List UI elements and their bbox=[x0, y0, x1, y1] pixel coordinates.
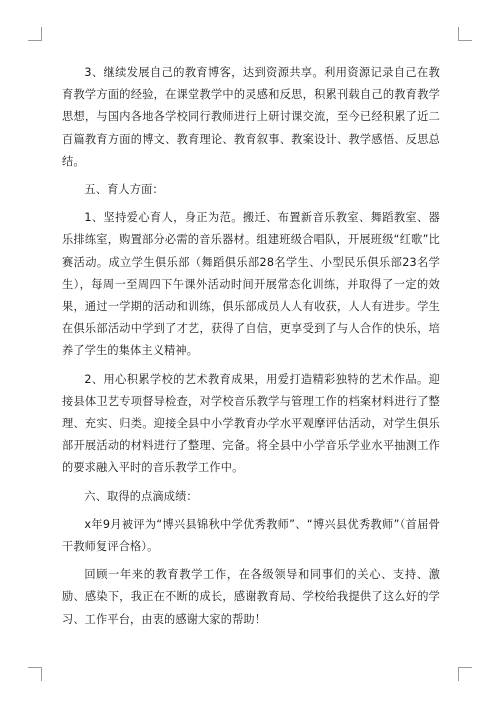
crop-mark-bottom-right bbox=[458, 667, 472, 681]
paragraph-review-thanks: 回顾一年来的教育教学工作，在各级领导和同事们的关心、支持、激励、感染下，我正在不断的成长，感谢教育局、学校给我提供了这么好的学习、工作平台，由衷的感谢大家的帮助！ bbox=[62, 568, 440, 626]
paragraph-awards: x年9月被评为“博兴县锦秋中学优秀教师”、“博兴县优秀教师”（首届骨干教师复评合格）。 bbox=[62, 517, 440, 554]
section-heading-education: 五、育人方面： bbox=[84, 183, 164, 197]
crop-mark-top-right bbox=[458, 27, 472, 41]
crop-mark-top-left bbox=[28, 27, 42, 41]
section-heading-achievements: 六、取得的点滴成绩： bbox=[84, 489, 198, 503]
paragraph-blog-sharing: 3、继续发展自己的教育博客，达到资源共享。利用资源记录自己在教育教学方面的经验，在课堂教学中的灵感和反思，积累刊载自己的教育教学思想，与国内各地各学校同行教师进行上研讨课交流，至今已经积累了近二百篇教育方面的博文、教育理论、教育叙事、教案设计、教学感悟、反思总结。 bbox=[62, 66, 440, 168]
paragraph-love-education: 1、坚持爱心育人，身正为范。搬迁、布置新音乐教室、舞蹈教室、器乐排练室，购置部分必需的音乐器材。组建班级合唱队，开展班级“红歌”比赛活动。成立学生俱乐部（舞蹈俱乐部28名学生、小型民乐俱乐部23名学生），每周一至周四下午课外活动时间开展常态化训练，并取得了一定的效果，通过一学期的活动和训练，俱乐部成员人人有收获，人人有进步。学生在俱乐部活动中学到了才艺，获得了自信，更享受到了与人合作的快乐，培养了学生的集体主义精神。 bbox=[62, 211, 440, 358]
paragraph-art-achievements: 2、用心积累学校的艺术教育成果，用爱打造精彩独特的艺术作品。迎接县体卫艺专项督导检查，对学校音乐教学与管理工作的档案材料进行了整理、充实、归类。迎接全县中小学教育办学水平观摩评估活动，对学生俱乐部开展活动的材料进行了整理、完备。将全县中小学音乐学业水平抽测工作的要求融入平时的音乐教学工作中。 bbox=[62, 372, 440, 475]
document-body bbox=[62, 62, 440, 637]
crop-mark-bottom-left bbox=[28, 667, 42, 681]
